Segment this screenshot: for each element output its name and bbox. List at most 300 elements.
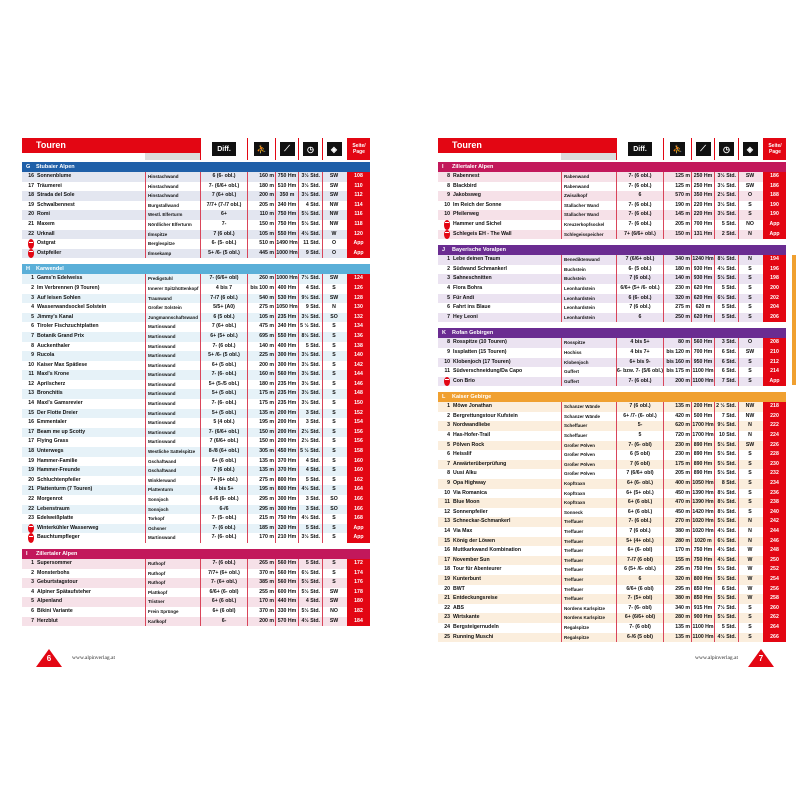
table-row[interactable] xyxy=(22,447,370,457)
route-page[interactable]: 222 xyxy=(763,421,786,431)
route-name: Aprilscherz xyxy=(37,380,66,387)
route-page[interactable]: 144 xyxy=(347,370,370,380)
route-page[interactable]: 178 xyxy=(347,588,370,598)
route-name: Gams'n Edelweiss xyxy=(37,275,83,282)
table-row[interactable] xyxy=(438,613,786,623)
route-page[interactable]: 224 xyxy=(763,431,786,441)
table-row[interactable] xyxy=(22,466,370,476)
route-location: Hinstachwand xyxy=(145,172,200,182)
route-page[interactable]: 152 xyxy=(347,409,370,419)
route-number: 23 xyxy=(444,614,450,621)
route-page[interactable]: 120 xyxy=(347,230,370,240)
route-length: 450 m xyxy=(663,489,691,499)
route-page[interactable]: 210 xyxy=(763,348,786,358)
table-row[interactable] xyxy=(438,585,786,595)
route-page[interactable]: 228 xyxy=(763,450,786,460)
route-elevation: 1490 Hm xyxy=(275,239,298,249)
route-location: Leonhardstein xyxy=(561,294,616,304)
route-elevation: 350 Hm xyxy=(691,191,714,201)
route-page[interactable]: 128 xyxy=(347,294,370,304)
table-row[interactable] xyxy=(438,537,786,547)
route-name: Heisslif xyxy=(453,451,472,458)
route-page[interactable]: 190 xyxy=(763,201,786,211)
route-page[interactable]: 174 xyxy=(347,569,370,579)
route-direction: S xyxy=(738,358,761,368)
route-elevation: 320 Hm xyxy=(275,524,298,534)
height-header xyxy=(691,138,714,160)
table-row[interactable] xyxy=(438,230,786,240)
route-page[interactable]: 172 xyxy=(347,559,370,569)
table-row[interactable] xyxy=(22,437,370,447)
table-row[interactable] xyxy=(438,358,786,368)
route-page[interactable]: 260 xyxy=(763,604,786,614)
route-page[interactable]: App xyxy=(763,377,786,387)
route-elevation: 500 Hm xyxy=(691,412,714,422)
route-page[interactable]: 154 xyxy=(347,418,370,428)
route-length: 140 m xyxy=(663,274,691,284)
route-page[interactable]: 126 xyxy=(347,284,370,294)
route-difficulty: 7- (6 obl.) xyxy=(616,517,663,527)
route-difficulty: 7-/7 (6 obl.) xyxy=(200,294,247,304)
table-row[interactable] xyxy=(22,559,370,569)
route-page[interactable]: 136 xyxy=(347,332,370,342)
route-page[interactable]: 138 xyxy=(347,342,370,352)
route-page[interactable]: 262 xyxy=(763,613,786,623)
section-letter: K xyxy=(442,330,446,337)
route-location: Traunwand xyxy=(145,294,200,304)
route-elevation: 300 Hm xyxy=(275,495,298,505)
route-location: Plattenturm xyxy=(145,485,200,495)
route-number: 8 xyxy=(31,342,34,349)
table-row[interactable] xyxy=(22,313,370,323)
route-time: 5½ Std. xyxy=(298,220,322,230)
route-number: 1 xyxy=(31,559,34,566)
route-difficulty: 6/6+ (6 obl) xyxy=(616,585,663,595)
route-page[interactable]: 160 xyxy=(347,466,370,476)
route-number: 3 xyxy=(31,294,34,301)
route-name: Running Muschi xyxy=(453,633,494,640)
table-row[interactable] xyxy=(22,294,370,304)
table-row[interactable] xyxy=(438,182,786,192)
table-row[interactable] xyxy=(438,412,786,422)
route-page[interactable]: 246 xyxy=(763,537,786,547)
route-page[interactable]: 240 xyxy=(763,508,786,518)
table-row[interactable] xyxy=(22,370,370,380)
table-row[interactable] xyxy=(438,313,786,323)
route-direction: S xyxy=(738,633,761,643)
table-row[interactable] xyxy=(22,249,370,259)
route-difficulty: 7- (6- obl) xyxy=(616,441,663,451)
route-number: 8 xyxy=(447,173,450,179)
route-time: 5½ Std. xyxy=(298,607,322,617)
route-name: Flora Bohra xyxy=(453,284,483,291)
route-location: Großer Pölven xyxy=(561,450,616,460)
route-name: ABS xyxy=(453,604,464,611)
table-row[interactable] xyxy=(438,255,786,265)
route-name: Schwalbennest xyxy=(37,201,75,208)
route-location: Martinswand xyxy=(145,409,200,419)
route-difficulty: 6/6+ (6- obl) xyxy=(200,588,247,598)
route-page[interactable]: 248 xyxy=(763,546,786,556)
route-location: Leonhardstein xyxy=(561,313,616,323)
route-location: Treffauer xyxy=(561,517,616,527)
route-name: Bauchtumpfleger xyxy=(37,534,80,541)
route-page[interactable]: 142 xyxy=(347,361,370,371)
table-row[interactable] xyxy=(22,569,370,579)
route-page[interactable]: 234 xyxy=(763,479,786,489)
table-row[interactable] xyxy=(438,498,786,508)
route-page[interactable]: 184 xyxy=(347,617,370,627)
table-row[interactable] xyxy=(438,441,786,451)
route-page[interactable]: 256 xyxy=(763,585,786,595)
app-only-icon xyxy=(28,533,34,543)
table-row[interactable] xyxy=(22,617,370,627)
route-page[interactable]: 156 xyxy=(347,428,370,438)
route-location: Sonnjoch xyxy=(145,505,200,515)
route-name: Lebe deinen Traum xyxy=(453,256,501,263)
route-number: 2 xyxy=(447,265,450,272)
route-page[interactable]: 202 xyxy=(763,294,786,304)
route-length: 445 m xyxy=(247,249,275,259)
route-name: Hey Leoni xyxy=(453,313,478,320)
route-difficulty: 6- bzw. 7- (5/6 obl.) xyxy=(616,367,663,377)
route-page[interactable]: 230 xyxy=(763,460,786,470)
route-page[interactable]: 180 xyxy=(347,597,370,607)
route-page[interactable]: 132 xyxy=(347,313,370,323)
route-direction: SW xyxy=(322,617,345,627)
route-location: Großer Pölven xyxy=(561,469,616,479)
route-direction: S xyxy=(322,437,345,447)
route-page[interactable]: 166 xyxy=(347,505,370,515)
route-page[interactable]: 164 xyxy=(347,485,370,495)
route-name: Bikini Variante xyxy=(37,607,73,614)
route-length: 175 m xyxy=(247,399,275,409)
route-time: 8½ Std. xyxy=(298,332,322,342)
table-row[interactable] xyxy=(22,322,370,332)
route-page[interactable]: 176 xyxy=(347,578,370,588)
table-row[interactable] xyxy=(438,556,786,566)
route-page[interactable]: 264 xyxy=(763,623,786,633)
route-location: Hinstachwand xyxy=(145,191,200,201)
route-page[interactable]: App xyxy=(347,524,370,534)
table-row[interactable] xyxy=(22,172,370,182)
table-row[interactable] xyxy=(438,172,786,182)
route-page[interactable]: 156 xyxy=(347,437,370,447)
route-page[interactable]: 118 xyxy=(347,220,370,230)
table-row[interactable] xyxy=(438,431,786,441)
route-direction: W xyxy=(738,556,761,566)
route-page[interactable]: 114 xyxy=(347,201,370,211)
route-difficulty: 6 (6- obl.) xyxy=(616,294,663,304)
route-page[interactable]: 254 xyxy=(763,575,786,585)
route-time: 2½ Std. xyxy=(714,191,738,201)
route-page[interactable]: 212 xyxy=(763,358,786,368)
route-page[interactable]: 124 xyxy=(347,274,370,284)
route-page[interactable]: 218 xyxy=(763,402,786,412)
route-elevation: 1420 Hm xyxy=(691,508,714,518)
route-elevation: 750 Hm xyxy=(275,514,298,524)
table-row[interactable] xyxy=(22,399,370,409)
route-location: Martinswand xyxy=(145,370,200,380)
table-row[interactable] xyxy=(438,303,786,313)
table-row[interactable] xyxy=(22,485,370,495)
table-row[interactable] xyxy=(22,389,370,399)
table-row[interactable] xyxy=(22,588,370,598)
route-page[interactable]: 158 xyxy=(347,447,370,457)
table-row[interactable] xyxy=(22,428,370,438)
route-name: Alpiner Spätaufsteher xyxy=(37,588,91,595)
table-row[interactable] xyxy=(438,348,786,358)
route-name: Opa Highway xyxy=(453,480,486,487)
route-page[interactable]: 232 xyxy=(763,469,786,479)
route-difficulty: 6-/6 xyxy=(200,505,247,515)
footer-url[interactable]: www.alpinverlag.at xyxy=(695,655,739,661)
table-row[interactable] xyxy=(22,457,370,467)
table-row[interactable] xyxy=(22,495,370,505)
route-name: Has-Hofer-Trail xyxy=(453,432,491,439)
table-row[interactable] xyxy=(22,578,370,588)
route-name: Maxem xyxy=(37,220,55,227)
compass-icon: ◈ xyxy=(327,142,342,156)
route-page[interactable]: 194 xyxy=(763,255,786,265)
table-row[interactable] xyxy=(22,230,370,240)
route-direction: N xyxy=(738,517,761,527)
table-row[interactable] xyxy=(22,351,370,361)
route-difficulty: 7- (6- obl.) xyxy=(200,370,247,380)
route-page[interactable]: 186 xyxy=(763,182,786,192)
table-row[interactable] xyxy=(438,284,786,294)
route-number xyxy=(438,377,450,387)
table-row[interactable] xyxy=(438,565,786,575)
table-row[interactable] xyxy=(22,476,370,486)
route-page[interactable]: App xyxy=(763,230,786,240)
route-time: 5 Std. xyxy=(298,559,322,569)
footer-url[interactable]: www.alpinverlag.at xyxy=(72,655,116,661)
table-row[interactable] xyxy=(438,191,786,201)
table-row[interactable] xyxy=(438,265,786,275)
route-page[interactable]: App xyxy=(763,220,786,230)
table-row[interactable] xyxy=(22,533,370,543)
table-row[interactable] xyxy=(22,303,370,313)
route-page[interactable]: 160 xyxy=(347,457,370,467)
table-row[interactable] xyxy=(438,274,786,284)
route-page[interactable]: 204 xyxy=(763,303,786,313)
route-location: Nordens Karlspitze xyxy=(561,613,616,623)
table-row[interactable] xyxy=(22,514,370,524)
route-page[interactable]: 198 xyxy=(763,274,786,284)
table-row[interactable] xyxy=(438,604,786,614)
table-row[interactable] xyxy=(22,418,370,428)
section-header xyxy=(22,162,370,172)
route-page[interactable]: 226 xyxy=(763,441,786,451)
table-row[interactable] xyxy=(22,220,370,230)
route-location: Treffauer xyxy=(561,565,616,575)
route-page[interactable]: 258 xyxy=(763,594,786,604)
table-row[interactable] xyxy=(22,524,370,534)
table-row[interactable] xyxy=(22,182,370,192)
route-location: Ruthopf xyxy=(145,559,200,569)
route-number: 5 xyxy=(31,598,34,605)
table-row[interactable] xyxy=(22,505,370,515)
route-page[interactable]: 188 xyxy=(763,191,786,201)
route-elevation: 1020 Hm xyxy=(691,527,714,537)
clock-icon: ◷ xyxy=(303,142,318,156)
table-row[interactable] xyxy=(438,294,786,304)
table-row[interactable] xyxy=(438,201,786,211)
route-page[interactable]: App xyxy=(347,239,370,249)
table-row[interactable] xyxy=(438,377,786,387)
table-row[interactable] xyxy=(22,342,370,352)
route-page[interactable]: 244 xyxy=(763,527,786,537)
route-location: Martinswand xyxy=(145,533,200,543)
route-elevation: 930 Hm xyxy=(691,265,714,275)
table-row[interactable] xyxy=(22,332,370,342)
route-elevation: 560 Hm xyxy=(275,559,298,569)
route-page[interactable]: 130 xyxy=(347,303,370,313)
table-row[interactable] xyxy=(438,402,786,412)
table-row[interactable] xyxy=(22,607,370,617)
route-page[interactable]: 252 xyxy=(763,565,786,575)
route-location: Karlkopf xyxy=(145,617,200,627)
route-page[interactable]: 242 xyxy=(763,517,786,527)
table-row[interactable] xyxy=(22,361,370,371)
sections-left xyxy=(22,162,370,626)
route-name: Ostpfeiler xyxy=(37,249,62,256)
table-row[interactable] xyxy=(438,338,786,348)
route-name: Jakobsweg xyxy=(453,192,481,199)
route-length: 200 m xyxy=(247,617,275,627)
route-page[interactable]: 220 xyxy=(763,412,786,422)
page-number: 7 xyxy=(758,654,764,663)
route-elevation: 200 Hm xyxy=(275,409,298,419)
table-row[interactable] xyxy=(438,575,786,585)
table-row[interactable] xyxy=(438,469,786,479)
table-row[interactable] xyxy=(22,274,370,284)
route-length: bis 175 m xyxy=(663,367,691,377)
section-letter: H xyxy=(26,266,30,273)
route-number: 13 xyxy=(444,518,450,525)
route-difficulty: 7- (6 obl.) xyxy=(616,182,663,192)
table-row[interactable] xyxy=(438,421,786,431)
route-difficulty: 7- (6- obl) xyxy=(616,604,663,614)
table-row[interactable] xyxy=(438,594,786,604)
route-location: Großer Pölven xyxy=(561,441,616,451)
route-difficulty: 6+ (6 obl.) xyxy=(616,498,663,508)
table-row[interactable] xyxy=(22,191,370,201)
route-page[interactable]: 238 xyxy=(763,498,786,508)
route-time: 9 Std. xyxy=(298,303,322,313)
route-page[interactable]: App xyxy=(347,249,370,259)
route-location: Burgstallwand xyxy=(145,201,200,211)
table-row[interactable] xyxy=(22,597,370,607)
route-elevation: 550 Hm xyxy=(275,332,298,342)
route-page[interactable]: 190 xyxy=(763,210,786,220)
route-page[interactable]: 148 xyxy=(347,389,370,399)
route-page[interactable]: 166 xyxy=(347,495,370,505)
route-name: Jimmy's Kanal xyxy=(37,313,74,320)
table-row[interactable] xyxy=(438,489,786,499)
route-time: 3½ Std. xyxy=(298,389,322,399)
route-page[interactable]: App xyxy=(347,533,370,543)
route-page[interactable]: 196 xyxy=(763,265,786,275)
route-page[interactable]: 182 xyxy=(347,607,370,617)
route-page[interactable]: 266 xyxy=(763,633,786,643)
route-length: 270 m xyxy=(663,517,691,527)
route-time: 3½ Std. xyxy=(298,351,322,361)
table-row[interactable] xyxy=(438,623,786,633)
table-row[interactable] xyxy=(438,460,786,470)
table-row[interactable] xyxy=(438,220,786,230)
route-page[interactable]: 214 xyxy=(763,367,786,377)
table-row[interactable] xyxy=(22,380,370,390)
table-row[interactable] xyxy=(438,367,786,377)
route-name: Romi xyxy=(37,211,50,218)
route-page[interactable]: 168 xyxy=(347,514,370,524)
table-row[interactable] xyxy=(22,210,370,220)
route-length: 540 m xyxy=(247,294,275,304)
table-row[interactable] xyxy=(22,409,370,419)
table-row[interactable] xyxy=(22,239,370,249)
route-difficulty: 7- (6 obl.) xyxy=(200,342,247,352)
route-page[interactable]: 116 xyxy=(347,210,370,220)
table-row[interactable] xyxy=(438,517,786,527)
route-length: 135 m xyxy=(663,402,691,412)
route-elevation: 890 Hm xyxy=(691,469,714,479)
route-time: 5½ Std. xyxy=(298,578,322,588)
table-row[interactable] xyxy=(22,201,370,211)
route-elevation: 1100 Hm xyxy=(691,367,714,377)
route-page[interactable]: 134 xyxy=(347,322,370,332)
route-page[interactable]: 140 xyxy=(347,351,370,361)
route-page[interactable]: 162 xyxy=(347,476,370,486)
footer-right xyxy=(695,648,774,668)
section-title: Rofan Gebirgen xyxy=(452,330,494,337)
route-page[interactable]: 146 xyxy=(347,380,370,390)
route-number: 5 xyxy=(447,294,450,301)
route-direction: NW xyxy=(322,210,345,220)
route-page[interactable]: 150 xyxy=(347,399,370,409)
route-page[interactable]: 112 xyxy=(347,191,370,201)
route-page[interactable]: 236 xyxy=(763,489,786,499)
route-page[interactable]: 208 xyxy=(763,338,786,348)
route-name: Südwand Schmankerl xyxy=(453,265,507,272)
table-row[interactable] xyxy=(438,210,786,220)
route-page[interactable]: 108 xyxy=(347,172,370,182)
route-difficulty: 7 (6 obl.) xyxy=(200,230,247,240)
table-row[interactable] xyxy=(438,633,786,643)
table-row[interactable] xyxy=(438,508,786,518)
route-page[interactable]: 186 xyxy=(763,172,786,182)
page-header xyxy=(763,138,786,160)
section-header xyxy=(438,245,786,255)
table-row[interactable] xyxy=(438,450,786,460)
table-row[interactable] xyxy=(438,479,786,489)
route-page[interactable]: 206 xyxy=(763,313,786,323)
route-page[interactable]: 110 xyxy=(347,182,370,192)
route-elevation: 700 Hm xyxy=(691,220,714,230)
table-row[interactable] xyxy=(22,284,370,294)
table-row[interactable] xyxy=(438,546,786,556)
route-location: Martinswand xyxy=(145,428,200,438)
route-difficulty: 4 bis 7 xyxy=(200,284,247,294)
section-title: Kaiser Gebirge xyxy=(452,394,492,401)
route-location: Großer Solstein xyxy=(145,303,200,313)
route-number: 13 xyxy=(28,390,34,397)
route-page[interactable]: 250 xyxy=(763,556,786,566)
route-elevation: 250 Hm xyxy=(691,172,714,182)
route-page[interactable]: 200 xyxy=(763,284,786,294)
table-row[interactable] xyxy=(438,527,786,537)
